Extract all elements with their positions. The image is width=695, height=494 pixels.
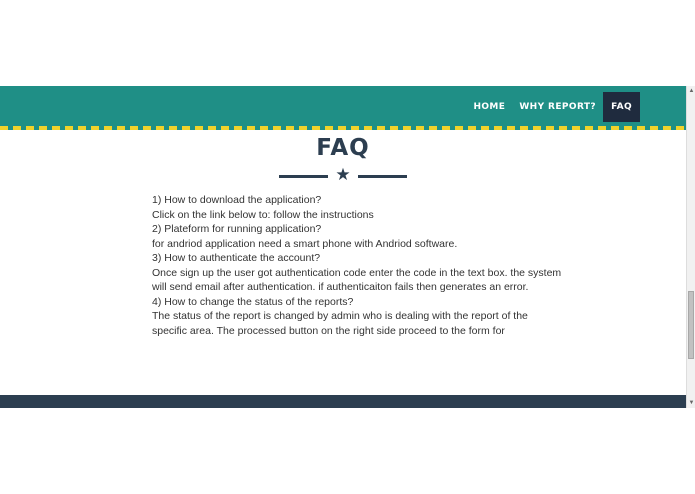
scroll-up-arrow-icon[interactable]: ▲ xyxy=(688,88,695,94)
nav-why-report-link[interactable]: WHY REPORT? xyxy=(519,102,597,112)
page-viewport xyxy=(0,86,686,408)
footer-bar xyxy=(0,395,686,408)
faq-answer-3-line-2: will send email after authentication. if authenticaiton fails then generates an error. xyxy=(152,281,529,293)
faq-answer-2: for andriod application need a smart phone with Andriod software. xyxy=(152,237,458,250)
nav-faq-link[interactable]: FAQ xyxy=(603,92,640,122)
faq-answer-3-line-1: Once sign up the user got authentication code enter the code in the text box. the system xyxy=(152,266,562,279)
faq-question-4: 4) How to change the status of the reports? xyxy=(152,295,354,308)
vertical-scrollbar[interactable] xyxy=(686,86,695,408)
divider-line-left xyxy=(279,175,328,178)
nav-menu xyxy=(466,92,640,122)
faq-content xyxy=(152,193,562,338)
divider-line-right xyxy=(358,175,407,178)
heading-divider xyxy=(279,165,407,184)
faq-answer-1: Click on the link below to: follow the instructions xyxy=(152,208,374,221)
faq-question-3: 3) How to authenticate the account? xyxy=(152,252,321,264)
faq-answer-4-line-1: The status of the report is changed by admin who is dealing with the report of the xyxy=(152,310,528,322)
navbar xyxy=(0,86,686,126)
scroll-down-arrow-icon[interactable]: ▼ xyxy=(688,400,695,406)
faq-title: FAQ xyxy=(316,135,370,161)
faq-answer-4-line-2: specific area. The processed button on the right side proceed to the form for xyxy=(152,324,505,337)
nav-stripe-divider xyxy=(0,126,686,130)
star-icon: ★ xyxy=(335,165,351,184)
nav-home-link[interactable]: HOME xyxy=(473,102,506,112)
scroll-thumb[interactable] xyxy=(688,291,694,359)
faq-question-2: 2) Plateform for running application? xyxy=(152,223,322,235)
faq-question-1: 1) How to download the application? xyxy=(152,194,322,206)
